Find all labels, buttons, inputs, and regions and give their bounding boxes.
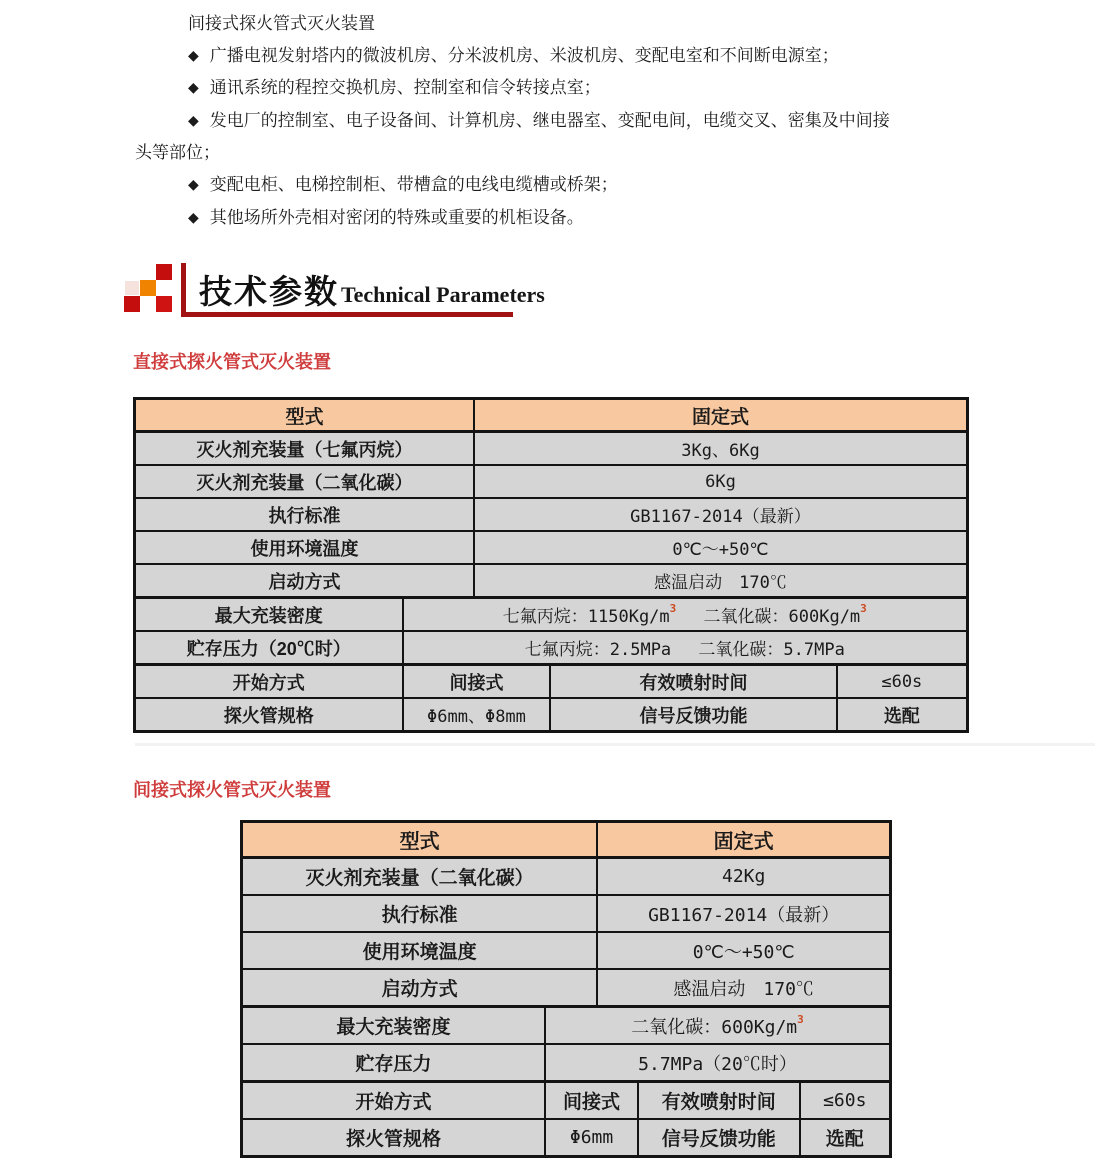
logo-square-pink bbox=[125, 281, 139, 295]
intro-heading: 间接式探火管式灭火装置 bbox=[188, 14, 375, 33]
table-row bbox=[136, 563, 966, 596]
table-row bbox=[243, 931, 889, 968]
row-label-cell: 执行标准 bbox=[243, 896, 596, 931]
table-row bbox=[136, 497, 966, 530]
row-value-cell: 0℃～+50℃ bbox=[473, 532, 966, 563]
row-value-cell: 3Kg、6Kg bbox=[473, 433, 966, 464]
row-value-cell: 感温启动 170℃ bbox=[473, 565, 966, 596]
row-label-cell: 探火管规格 bbox=[136, 699, 402, 730]
row-value-cell: 间接式 bbox=[544, 1083, 637, 1118]
table-row bbox=[243, 1043, 889, 1080]
list-item-text: 广播电视发射塔内的微波机房、分米波机房、米波机房、变配电室和不间断电源室； bbox=[209, 45, 839, 65]
row-label-cell: 使用环境温度 bbox=[243, 933, 596, 968]
table-row bbox=[136, 464, 966, 497]
diamond-bullet-icon: ◆ bbox=[188, 46, 199, 63]
header-cell: 型式 bbox=[243, 823, 596, 856]
row-label-cell: 最大充装密度 bbox=[136, 599, 402, 630]
list-item bbox=[135, 169, 997, 202]
list-item-text: 通讯系统的程控交换机房、控制室和信令转接点室； bbox=[209, 78, 601, 98]
row-value-cell: 0℃～+50℃ bbox=[596, 933, 889, 968]
intro-section bbox=[135, 8, 997, 234]
diamond-bullet-icon: ◆ bbox=[188, 111, 199, 128]
logo-square-orange bbox=[140, 280, 156, 296]
row-label-cell: 最大充装密度 bbox=[243, 1008, 544, 1043]
section-underline bbox=[181, 312, 513, 317]
row-value-cell: 42Kg bbox=[596, 859, 889, 894]
table2-title: 间接式探火管式灭火装置 bbox=[133, 780, 331, 800]
list-item-text: 其他场所外壳相对密闭的特殊或重要的机柜设备。 bbox=[209, 207, 584, 227]
row-label-cell: 灭火剂充装量（七氟丙烷） bbox=[136, 433, 473, 464]
header-cell: 型式 bbox=[136, 400, 473, 430]
row-value-cell: 5.7MPa（20℃时） bbox=[544, 1045, 889, 1080]
row-label-cell: 信号反馈功能 bbox=[637, 1120, 799, 1155]
row-label-cell: 贮存压力 bbox=[243, 1045, 544, 1080]
table-row bbox=[243, 1118, 889, 1155]
section-title-zh: 技术参数 bbox=[199, 273, 339, 310]
list-item bbox=[135, 105, 997, 138]
row-label-cell: 灭火剂充装量（二氧化碳） bbox=[243, 859, 596, 894]
header-cell: 固定式 bbox=[596, 823, 889, 856]
diamond-bullet-icon: ◆ bbox=[188, 208, 199, 225]
diamond-bullet-icon: ◆ bbox=[188, 175, 199, 192]
diamond-bullet-icon: ◆ bbox=[188, 79, 199, 96]
value-text: 二氧化碳：600Kg/m bbox=[631, 1016, 798, 1038]
table-row bbox=[243, 1080, 889, 1118]
row-label-cell: 有效喷射时间 bbox=[549, 666, 835, 697]
table-direct-type bbox=[133, 397, 969, 733]
row-value-cell: GB1167-2014（最新） bbox=[596, 896, 889, 931]
row-value-cell: Φ6mm、Φ8mm bbox=[402, 699, 550, 730]
header-cell: 固定式 bbox=[473, 400, 966, 430]
table-row bbox=[243, 968, 889, 1005]
section-divider bbox=[135, 743, 1095, 746]
row-value-cell: 选配 bbox=[836, 699, 966, 730]
row-label-cell: 开始方式 bbox=[136, 666, 402, 697]
table-row bbox=[243, 1005, 889, 1043]
row-label-cell: 开始方式 bbox=[243, 1083, 544, 1118]
table-header-row bbox=[136, 400, 966, 430]
logo-vertical-bar bbox=[181, 263, 186, 317]
list-item-continuation: 头等部位； bbox=[135, 143, 220, 163]
row-value-cell: 选配 bbox=[799, 1120, 889, 1155]
table-row bbox=[243, 856, 889, 894]
row-label-cell: 有效喷射时间 bbox=[637, 1083, 799, 1118]
list-item-text: 变配电柜、电梯控制柜、带槽盒的电线电缆槽或桥架； bbox=[209, 174, 618, 194]
row-value-cell: 七氟丙烷：1150Kg/m $^3$ 二氧化碳：600Kg/m $^3$ bbox=[402, 599, 966, 630]
row-value-cell: 七氟丙烷：2.5MPa 二氧化碳：5.7MPa bbox=[402, 632, 966, 663]
table-row bbox=[243, 894, 889, 931]
row-value-cell: 6Kg bbox=[473, 466, 966, 497]
table-row bbox=[136, 630, 966, 663]
value-text: 七氟丙烷：1150Kg/m bbox=[502, 607, 670, 627]
logo-square-red-left bbox=[124, 296, 140, 312]
row-label-cell: 贮存压力（20℃时） bbox=[136, 632, 402, 663]
list-item bbox=[135, 40, 997, 73]
section-title-en: Technical Parameters bbox=[341, 282, 545, 307]
row-value-cell: ≤60s bbox=[836, 666, 966, 697]
row-label-cell: 灭火剂充装量（二氧化碳） bbox=[136, 466, 473, 497]
table-row bbox=[136, 663, 966, 697]
row-value-cell: Φ6mm bbox=[544, 1120, 637, 1155]
table-row bbox=[136, 530, 966, 563]
table-indirect-type bbox=[240, 820, 892, 1158]
row-label-cell: 信号反馈功能 bbox=[549, 699, 835, 730]
list-item-text: 发电厂的控制室、电子设备间、计算机房、继电器室、变配电间，电缆交叉、密集及中间接 bbox=[209, 110, 890, 130]
row-value-cell: 间接式 bbox=[402, 666, 550, 697]
row-label-cell: 使用环境温度 bbox=[136, 532, 473, 563]
table1-title: 直接式探火管式灭火装置 bbox=[133, 352, 331, 372]
table-row bbox=[136, 430, 966, 464]
table-row bbox=[136, 697, 966, 730]
row-value-cell: GB1167-2014（最新） bbox=[473, 499, 966, 530]
row-label-cell: 探火管规格 bbox=[243, 1120, 544, 1155]
row-label-cell: 启动方式 bbox=[243, 970, 596, 1005]
row-label-cell: 执行标准 bbox=[136, 499, 473, 530]
list-item bbox=[135, 202, 997, 235]
table-row bbox=[136, 596, 966, 630]
logo-square-red-right bbox=[156, 296, 172, 312]
logo-square-red-top bbox=[156, 264, 172, 280]
list-item bbox=[135, 72, 997, 105]
row-value-cell: 感温启动 170℃ bbox=[596, 970, 889, 1005]
table-header-row bbox=[243, 823, 889, 856]
row-label-cell: 启动方式 bbox=[136, 565, 473, 596]
row-value-cell: ≤60s bbox=[799, 1083, 889, 1118]
value-text: 二氧化碳：600Kg/m bbox=[676, 607, 861, 627]
row-value-cell: 二氧化碳：600Kg/m $^3$ bbox=[544, 1008, 889, 1043]
